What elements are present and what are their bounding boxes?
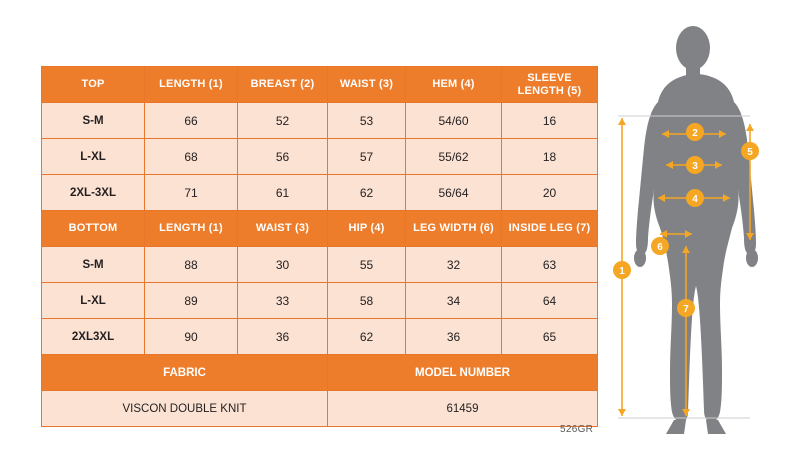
cell-value: 34: [406, 283, 502, 319]
cell-value: 88: [145, 247, 238, 283]
row-label: S-M: [42, 247, 145, 283]
cell-value: 52: [238, 103, 328, 139]
header-cell-hem: HEM (4): [406, 67, 502, 103]
header-cell-length: LENGTH (1): [145, 211, 238, 247]
table-footer-header-row: [42, 355, 598, 391]
table-row: [42, 103, 598, 139]
header-cell-top: TOP: [42, 67, 145, 103]
cell-value: 56: [238, 139, 328, 175]
measurement-figure: [600, 18, 800, 458]
cell-value: 71: [145, 175, 238, 211]
cell-value: 54/60: [406, 103, 502, 139]
cell-value: 16: [502, 103, 598, 139]
cell-value: 30: [238, 247, 328, 283]
cell-value: 90: [145, 319, 238, 355]
table-row: [42, 319, 598, 355]
row-label: 2XL3XL: [42, 319, 145, 355]
table-row: [42, 139, 598, 175]
header-cell-breast: BREAST (2): [238, 67, 328, 103]
table-row: [42, 247, 598, 283]
marker-label: 6: [657, 242, 663, 253]
header-cell-hip: HIP (4): [328, 211, 406, 247]
cell-value: 18: [502, 139, 598, 175]
marker-label: 3: [692, 161, 698, 172]
table-header-row-bottom: [42, 211, 598, 247]
cell-value: 63: [502, 247, 598, 283]
cell-value: 55/62: [406, 139, 502, 175]
cell-value: 62: [328, 175, 406, 211]
row-label: L-XL: [42, 283, 145, 319]
cell-value: 57: [328, 139, 406, 175]
marker-label: 5: [747, 147, 753, 158]
cell-value: 61: [238, 175, 328, 211]
cell-value: 56/64: [406, 175, 502, 211]
cell-value: 62: [328, 319, 406, 355]
marker-label: 1: [619, 266, 625, 277]
header-cell-sleeve-length: SLEEVE LENGTH (5): [502, 67, 598, 103]
cell-value: 64: [502, 283, 598, 319]
row-label: L-XL: [42, 139, 145, 175]
table-footer-value-row: [42, 391, 598, 427]
row-label: 2XL-3XL: [42, 175, 145, 211]
header-cell-leg-width: LEG WIDTH (6): [406, 211, 502, 247]
header-cell-fabric: FABRIC: [42, 355, 328, 391]
row-label: S-M: [42, 103, 145, 139]
cell-value: 20: [502, 175, 598, 211]
marker-label: 2: [692, 128, 698, 139]
table-header-row-top: [42, 67, 598, 103]
header-cell-bottom: BOTTOM: [42, 211, 145, 247]
cell-value: 53: [328, 103, 406, 139]
header-cell-model-number: MODEL NUMBER: [328, 355, 598, 391]
product-code-label: 526GR: [560, 424, 594, 435]
cell-value: 33: [238, 283, 328, 319]
cell-value: 89: [145, 283, 238, 319]
mannequin-silhouette-icon: [634, 26, 758, 434]
cell-value: 36: [238, 319, 328, 355]
cell-fabric-value: VISCON DOUBLE KNIT: [42, 391, 328, 427]
header-cell-inside-leg: INSIDE LEG (7): [502, 211, 598, 247]
cell-value: 58: [328, 283, 406, 319]
cell-value: 65: [502, 319, 598, 355]
cell-value: 55: [328, 247, 406, 283]
marker-label: 4: [692, 194, 698, 205]
marker-label: 7: [683, 304, 689, 315]
table-row: [42, 175, 598, 211]
table-row: [42, 283, 598, 319]
cell-value: 66: [145, 103, 238, 139]
cell-value: 36: [406, 319, 502, 355]
header-cell-length: LENGTH (1): [145, 67, 238, 103]
size-chart-table: [41, 66, 598, 427]
cell-value: 32: [406, 247, 502, 283]
header-cell-waist: WAIST (3): [328, 67, 406, 103]
cell-value: 68: [145, 139, 238, 175]
cell-model-number-value: 61459: [328, 391, 598, 427]
header-cell-waist: WAIST (3): [238, 211, 328, 247]
